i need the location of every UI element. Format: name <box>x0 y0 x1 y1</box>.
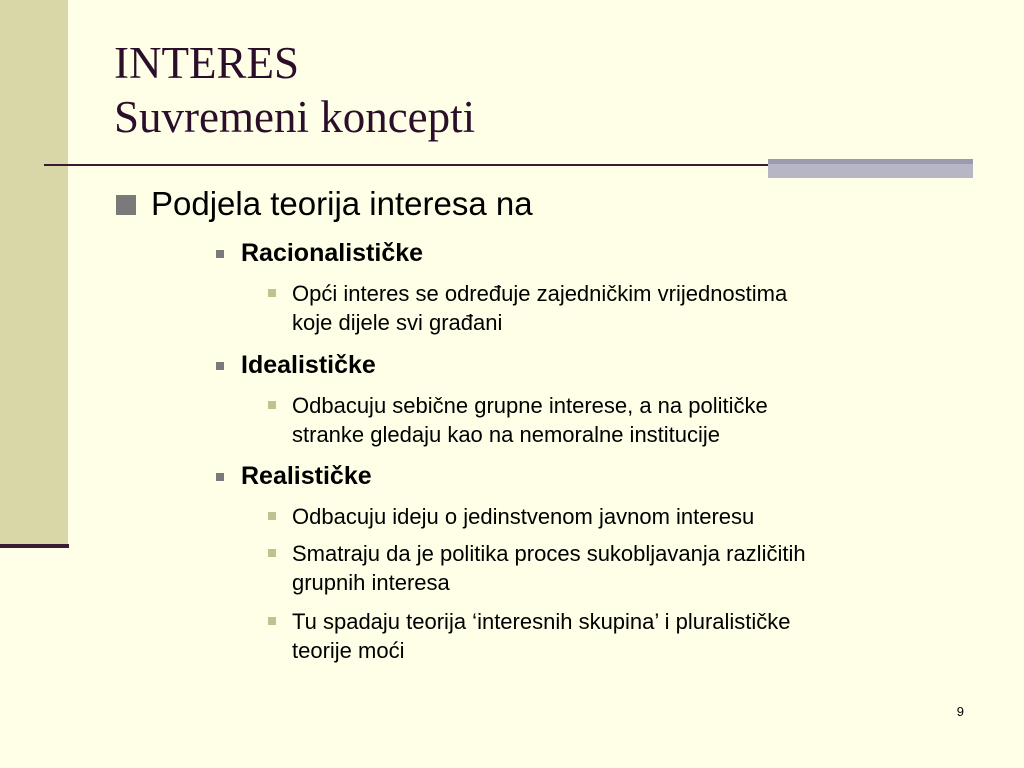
section-point-line: Odbacuju sebične grupne interese, a na političke <box>292 393 768 418</box>
section-point-line: Tu spadaju teorija ‘interesnih skupina’ i pluralističke <box>292 609 791 634</box>
section-heading-realisticke <box>216 460 372 492</box>
section-point <box>268 502 968 531</box>
olive-square-bullet-icon <box>268 512 276 520</box>
section-point-text <box>292 502 754 531</box>
section-point-line: teorije moći <box>292 638 405 663</box>
section-point <box>268 539 968 597</box>
slide-page-number: 9 <box>956 704 964 719</box>
section-heading-racionalisticke <box>216 237 423 269</box>
olive-square-bullet-icon <box>268 549 276 557</box>
section-point-line: Smatraju da je politika proces sukobljavanja različitih <box>292 541 806 566</box>
section-heading-text: Racionalističke <box>241 239 424 267</box>
section-heading-text: Realističke <box>241 462 372 490</box>
section-point <box>268 391 968 449</box>
slide-title-line-2: Suvremeni koncepti <box>114 92 476 142</box>
slide-title-line-1: INTERES <box>114 38 299 88</box>
section-point-text <box>292 607 791 665</box>
small-square-bullet-icon <box>216 250 224 258</box>
section-heading-idealisticke <box>216 349 376 381</box>
olive-square-bullet-icon <box>268 289 276 297</box>
main-bullet <box>116 184 533 224</box>
section-point-text <box>292 539 806 597</box>
main-bullet-text: Podjela teorija interesa na <box>151 185 533 222</box>
section-point-line: stranke gledaju kao na nemoralne institucije <box>292 422 721 447</box>
section-heading-text: Idealističke <box>241 351 376 379</box>
section-point-line: grupnih interesa <box>292 570 450 595</box>
section-point <box>268 607 968 665</box>
section-point <box>268 279 968 337</box>
section-point-line: Opći interes se određuje zajedničkim vrijednostima <box>292 281 788 306</box>
section-point-line: Odbacuju ideju o jedinstvenom javnom interesu <box>292 504 755 529</box>
square-bullet-icon <box>116 195 136 215</box>
olive-square-bullet-icon <box>268 401 276 409</box>
section-point-text <box>292 391 768 449</box>
section-point-text <box>292 279 787 337</box>
olive-square-bullet-icon <box>268 617 276 625</box>
small-square-bullet-icon <box>216 362 224 370</box>
small-square-bullet-icon <box>216 473 224 481</box>
section-point-line: koje dijele svi građani <box>292 310 503 335</box>
